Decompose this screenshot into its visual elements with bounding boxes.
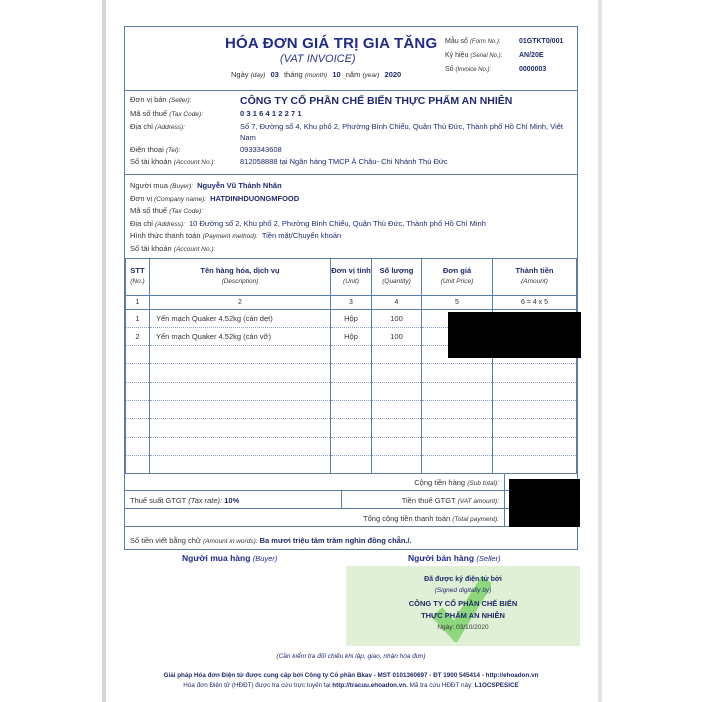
day-label-en: (day) [250,72,266,79]
seller-phone-label: Điện thoại [130,144,164,154]
serial-no-value: AN/20E [519,51,544,59]
seller-name: CÔNG TY CỔ PHẦN CHẾ BIẾN THỰC PHẨM AN NHIÊN [240,95,513,107]
seller-name-label: Đơn vị bán [130,95,167,104]
col-number: 1 [126,295,150,309]
col-header-description: Tên hàng hóa, dịch vụ (Description) [150,259,331,295]
buyer-tax-label-en: (Tax Code): [169,208,203,215]
lookup-footer [0,682,702,689]
col-header-unit: Đơn vị tính (Unit) [331,259,372,295]
seller-tax-code: 0316412271 [240,109,304,118]
buyer-tax-row [130,205,577,218]
tax-rate-label: Thuế suất GTGT [130,496,187,505]
lookup-code-label: Mã tra cứu HĐĐT này: [407,682,475,689]
empty-row [126,437,577,455]
seller-phone: 0933343608 [240,144,282,154]
col-header-unit-price: Đơn giá (Unit Price) [422,259,493,295]
page-right-edge [598,0,602,702]
empty-row [126,382,577,400]
seller-account-label: Số tài khoản [130,157,172,166]
serial-no-row [445,48,563,62]
month-value: 10 [332,70,341,79]
amount-in-words-row [125,531,577,545]
day-label: Ngày [231,70,249,79]
buyer-account-label-en: (Account No.): [173,245,216,253]
row-description: Yến mạch Quaker 4.52kg (cán dẹt) [150,309,331,327]
signed-by-label-en: (Signed digitally by) [434,587,492,594]
row-no: 1 [126,309,150,327]
invoice-no-label-en: (Invoice No.): [455,66,492,73]
provider-footer: Giải pháp Hóa đơn Điện tử được cung cấp bởi Công ty Cổ phần Bkav - MST 0101360697 - ĐT 1900 545414 - http://ehoadon.vn [163,672,539,679]
invoice-no-value: 0000003 [519,65,547,73]
subtotal-label: Cộng tiền hàng [414,478,466,487]
tax-rate-value: 10% [224,496,240,505]
buyer-company-label: Đơn vị [130,193,153,203]
row-quantity: 100 [372,327,422,345]
buyer-tax-label: Mã số thuế [130,206,168,215]
seller-tax-row [130,108,577,121]
invoice-no-row [445,62,563,76]
signer-company-line1: CÔNG TY CỔ PHẦN CHẾ BIẾN [408,599,518,608]
buyer-payment-row [130,230,577,243]
subtotal-label-en: (Sub total): [467,480,499,487]
redaction-box-prices [448,312,581,358]
form-no-value: 01GTKT0/001 [519,37,564,45]
buyer-address-label: Địa chỉ [130,218,153,228]
vat-divider [341,491,342,508]
seller-address-row [130,121,577,144]
year-label-en: (year) [362,72,380,79]
payment-method: Tiền mặt/Chuyển khoản [261,231,342,240]
payment-method-label-en: (Payment method): [202,233,258,240]
invoice-header [125,27,577,91]
verification-note: (Cần kiểm tra đối chiếu khi lập, giao, nhận hóa đơn) [276,653,426,660]
total-payment-label-en: (Total payment): [452,516,499,523]
year-label: năm [345,70,361,79]
invoice-frame [124,26,578,550]
total-payment-label: Tổng cộng tiền thanh toán [363,514,451,523]
lookup-code: L1OCSPESICE [474,682,519,689]
col-number: 2 [150,295,331,309]
form-no-row [445,34,563,48]
form-no-label: Mẫu số [445,37,468,45]
serial-no-label-en: (Serial No.): [470,52,503,59]
buyer-company: HATDINHDUONGMFOOD [210,193,300,203]
col-header-amount: Thành tiền (Amount) [493,259,577,295]
buyer-section [125,175,577,259]
buyer-name-label-en: (Buyer): [169,183,194,190]
amount-words-label-en: (Amount in words): [203,538,258,545]
items-table [125,259,577,474]
row-no: 2 [126,327,150,345]
seller-account-label-en: (Account No.): [173,159,216,166]
row-description: Yến mạch Quaker 4.52kg (cán vỡ) [150,327,331,345]
empty-row [126,400,577,418]
empty-row [126,419,577,437]
seller-account: 812058888 tại Ngân hàng TMCP Á Châu- Chi Nhánh Thủ Đức [240,157,448,166]
seller-phone-label-en: (Tel): [165,146,181,154]
row-unit: Hộp [331,327,372,345]
empty-row [126,455,577,473]
buyer-name-row [130,180,577,193]
amount-words-label: Số tiền viết bằng chữ [130,536,201,545]
tax-rate-label-en: (Tax rate): [188,496,223,505]
seller-signature-label: Người bán hàng (Seller) [408,553,501,563]
col-number: 3 [331,295,372,309]
seller-section [125,91,577,175]
signer-company-line2: THỰC PHẨM AN NHIÊN [421,611,505,620]
day-value: 03 [270,70,279,79]
col-number: 5 [422,295,493,309]
buyer-name-label: Người mua [130,181,168,190]
form-no-label-en: (Form No.): [469,38,501,45]
row-quantity: 100 [372,309,422,327]
col-header-no: STT (No.) [126,259,150,295]
serial-no-label: Ký hiệu [445,51,469,59]
table-header-row [126,259,577,295]
buyer-account-label: Số tài khoản [130,243,172,253]
seller-name-label-en: (Seller): [168,97,192,104]
month-label-en: (month) [304,72,328,79]
lookup-url-link[interactable]: http://tracuu.ehoadon.vn. [332,682,408,689]
seller-phone-row [130,144,577,157]
row-unit: Hộp [331,309,372,327]
invoice-meta [445,34,563,76]
column-number-row [126,295,577,309]
invoice-subtitle: (VAT INVOICE) [280,53,356,65]
invoice-date [231,70,404,79]
seller-address-label: Địa chỉ [130,121,153,131]
buyer-company-label-en: (Company name): [154,195,207,203]
vat-amount-label: Tiền thuế GTGT [401,496,456,505]
payment-method-label: Hình thức thanh toán [130,231,201,240]
year-value: 2020 [384,70,402,79]
amount-in-words: Ba mươi triệu tám trăm nghìn đồng chẵn./. [259,536,412,545]
buyer-address-label-en: (Address): [155,220,186,228]
invoice-no-label: Số [445,65,454,73]
signature-date: Ngày: 03/10/2020 [437,624,489,631]
invoice-title: HÓA ĐƠN GIÁ TRỊ GIA TĂNG [225,35,438,52]
seller-tax-label: Mã số thuế [130,109,168,118]
buyer-name: Nguyễn Vũ Thành Nhân [197,181,282,190]
col-header-quantity: Số lượng (Quantity) [372,259,422,295]
seller-name-row [130,94,577,108]
digital-signature-stamp [346,566,580,646]
empty-row [126,364,577,382]
seller-address: Số 7, Đường số 4, Khu phố 2, Phường Bình Chiểu, Quận Thủ Đức, Thành phố Hồ Chí Minh, Việt Nam [240,121,564,142]
signed-by-label: Đã được ký điện tử bởi [424,576,502,583]
seller-account-row [130,156,577,169]
seller-address-label-en: (Address): [155,123,186,131]
redaction-box-totals [509,479,580,527]
vat-amount-label-en: (VAT amount): [457,498,499,505]
buyer-company-row [130,193,577,206]
buyer-address-row [130,218,577,231]
buyer-signature-label: Người mua hàng (Buyer) [182,553,278,563]
col-number: 6 = 4 x 5 [493,295,577,309]
month-label: tháng [283,70,303,79]
buyer-address: 10 Đường số 2, Khu phố 2, Phường Bình Chiểu, Quận Thủ Đức, Thành phố Hồ Chí Minh [189,218,486,228]
buyer-account-row [130,243,577,256]
lookup-prefix: Hóa đơn Điện tử (HĐĐT) được tra cứu trực tuyến tại [183,682,333,689]
seller-tax-label-en: (Tax Code): [169,111,203,118]
col-number: 4 [372,295,422,309]
